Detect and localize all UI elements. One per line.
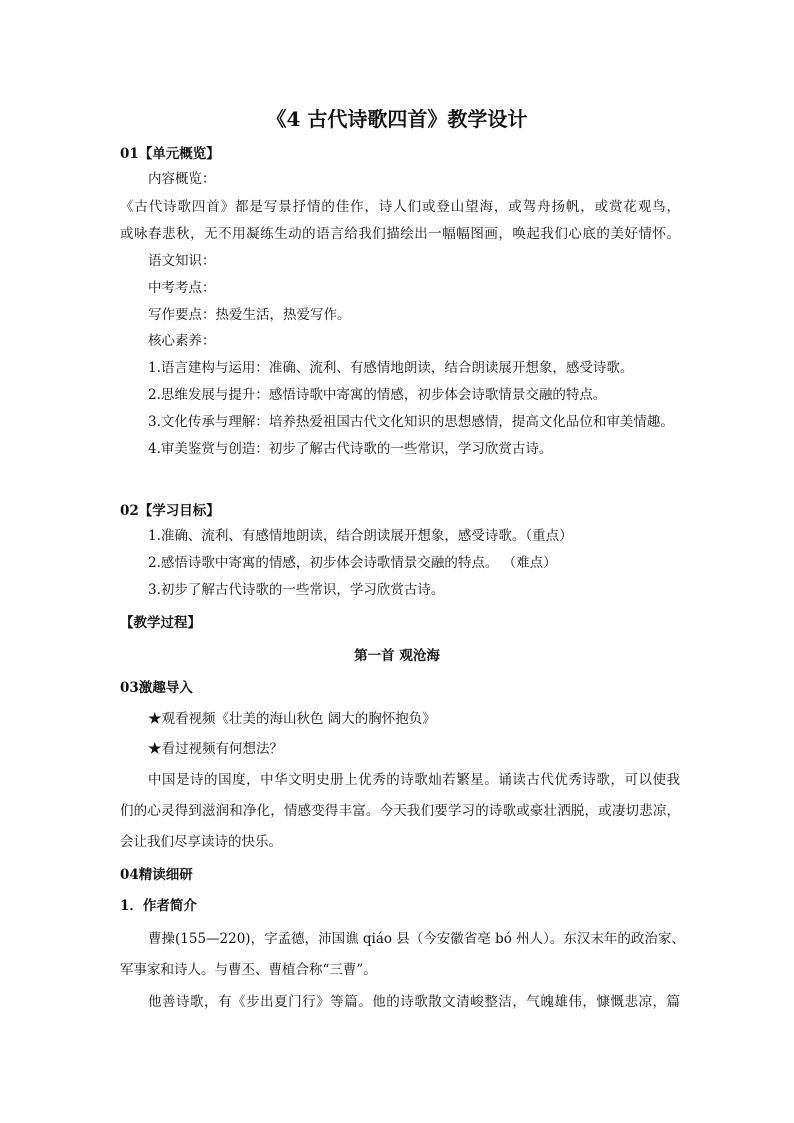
- exam-points-label: 中考考点：: [148, 280, 216, 296]
- literacy-item: 4.审美鉴赏与创造：初步了解古代诗歌的一些常识，学习欣赏古诗。: [148, 441, 553, 457]
- language-knowledge-label: 语文知识：: [148, 253, 216, 269]
- goal-item: 1.准确、流利、有感情地朗读，结合朗读展开想象，感受诗歌。（重点）: [148, 528, 573, 544]
- literacy-item: 2.思维发展与提升：感悟诗歌中寄寓的情感，初步体会诗歌情景交融的特点。: [148, 387, 607, 403]
- author-line-1: 曹操(155—220)，字孟德，沛国谯 qiáo 县（今安徽省亳 bó 州人）。东汉末年的政治家、: [148, 931, 685, 947]
- writing-points: 写作要点：热爱生活，热爱写作。: [148, 307, 351, 323]
- overview-line-1: 《古代诗歌四首》都是写景抒情的佳作，诗人们或登山望海，或驾舟扬帆，或赏花观鸟，: [120, 199, 680, 215]
- intro-line-1: 中国是诗的国度，中华文明史册上优秀的诗歌灿若繁星。诵读古代优秀诗歌，可以使我: [148, 772, 680, 788]
- overview-line-2: 或咏春悲秋，无不用凝练生动的语言给我们描绘出一幅幅图画，唤起我们心底的美好情怀。: [120, 226, 680, 242]
- author-line-2: 军事家和诗人。与曹丕、曹植合称“三曹”。: [120, 962, 377, 978]
- poem-1-heading: 第一首 观沧海: [354, 648, 440, 664]
- section-04-heading: 04精读细研: [120, 867, 193, 883]
- literacy-item: 3.文化传承与理解：培养热爱祖国古代文化知识的思想感情，提高文化品位和审美情趣。: [148, 414, 674, 430]
- intro-line-2: 们的心灵得到滋润和净化，情感变得丰富。今天我们要学习的诗歌或豪壮洒脱，或凄切悲凉，: [120, 803, 680, 819]
- star-item: ★观看视频《壮美的海山秋色 阔大的胸怀抱负》: [148, 711, 436, 727]
- goal-item: 2.感悟诗歌中寄寓的情感，初步体会诗歌情景交融的特点。 （难点）: [148, 555, 557, 571]
- literacy-item: 1.语言建构与运用：准确、流利、有感情地朗读，结合朗读展开想象，感受诗歌。: [148, 360, 634, 376]
- teaching-process-heading: 【教学过程】: [120, 615, 201, 631]
- goal-item: 3.初步了解古代诗歌的一些常识，学习欣赏古诗。: [148, 582, 445, 598]
- section-03-heading: 03激趣导入: [120, 680, 193, 696]
- document-title: 《4 古代诗歌四首》教学设计: [266, 107, 528, 131]
- core-literacy-label: 核心素养：: [148, 333, 216, 349]
- author-heading: 1．作者简介: [120, 898, 197, 914]
- section-01-heading: 01【单元概览】: [120, 146, 220, 162]
- section-02-heading: 02【学习目标】: [120, 503, 220, 519]
- content-overview-label: 内容概览：: [148, 171, 216, 187]
- star-item: ★看过视频有何想法？: [148, 741, 283, 757]
- author-line-3: 他善诗歌，有《步出夏门行》等篇。他的诗歌散文清峻整洁，气魄雄伟，慷慨悲凉，篇: [148, 994, 680, 1010]
- intro-line-3: 会让我们尽享读诗的快乐。: [120, 834, 282, 850]
